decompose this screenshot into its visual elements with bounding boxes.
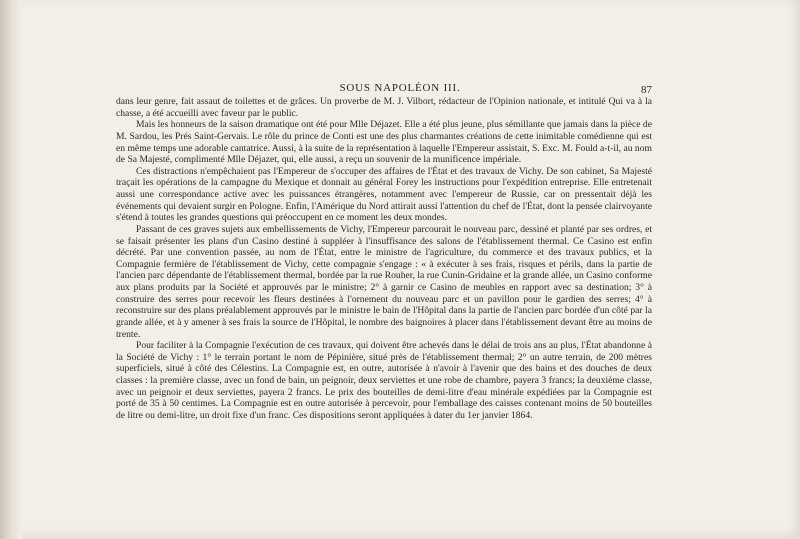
page-gutter: [0, 0, 22, 539]
page-number: 87: [641, 84, 652, 96]
paragraph: dans leur genre, fait assaut de toilettes et de grâces. Un proverbe de M. J. Vilbort, rédacteur de l'Opinion nationale, et intitulé Qui va à la chasse, a été accueilli avec faveur par le public.: [116, 96, 652, 119]
paragraph: Ces distractions n'empêchaient pas l'Empereur de s'occuper des affaires de l'État et des travaux de Vichy. De son cabinet, Sa Majesté traçait les opérations de la campagne du Mexique et donnait au général Forey les instructions pour l'expédition entreprise. Elle entretenait aussi une correspondance active avec les puissances étrangères, notamment avec l'empereur de Russie, car on pressentait déjà les événements qui devaient surgir en Pologne. Enfin, l'Amérique du Nord attirait aussi l'attention du chef de l'État, dont la pensée clairvoyante s'étend à toutes les grandes questions qui préoccupent en ce moment les deux mondes.: [116, 165, 652, 224]
paragraph: Pour faciliter à la Compagnie l'exécution de ces travaux, qui doivent être achevés dans le délai de trois ans au plus, l'État abandonne à la Société de Vichy : 1° le terrain portant le nom de Pépinière, situé près de l'établissement thermal; 2° un autre terrain, de 200 mètres superficiels, situé à côté des Célestins. La Compagnie est, en outre, autorisée à n'avoir à l'avenir que des bains et des douches de deux classes : la première classe, avec un fond de bain, un peignoir, deux serviettes et une robe de chambre, payera 3 francs; la deuxième classe, avec un peignoir et deux serviettes, payera 2 francs. Le prix des bouteilles de demi-litre d'eau minérale expédiées par la Compagnie est porté de 35 à 50 centimes. La Compagnie est en outre autorisée à percevoir, pour l'emballage des caisses contenant moins de 50 bouteilles de litre ou demi-litre, un droit fixe d'un franc. Ces dispositions seront appliquées à dater du 1er janvier 1864.: [116, 340, 652, 421]
running-header-title: SOUS NAPOLÉON III.: [339, 82, 461, 94]
paragraph: Passant de ces graves sujets aux embellissements de Vichy, l'Empereur parcourait le nouveau parc, dessiné et planté par ses ordres, et se faisait présenter les plans d'un Casino destiné à suppléer à l'insuffisance des salons de l'établissement thermal. Ce Casino est enfin décrété. Par une convention passée, au nom de l'État, entre le ministre de l'agriculture, du commerce et des travaux publics, et la Compagnie fermière de l'établissement de Vichy, cette compagnie s'engage : « à exécuter à ses frais, risques et périls, dans la partie de l'ancien parc dépendante de l'établissement thermal, bordée par la rue Rouher, la rue Cunin-Gridaine et la grande allée, un Casino conforme aux plans produits par la Société et approuvés par le ministre; 2° à garnir ce Casino de meubles en rapport avec sa destination; 3° à construire des serres pour recevoir les fleurs destinées à l'ornement du nouveau parc et un pavillon pour le gardien des serres; 4° à reconstruire sur des plans préalablement approuvés par le ministre le bain de l'Hôpital dans la partie de l'ancien parc bordée d'un côté par la grande allée, et à y amener à ses frais la source de l'Hôpital, le nombre des baignoires à placer dans l'établissement devant être au moins de trente.: [116, 223, 652, 340]
body-text: [116, 96, 652, 422]
paragraph: Mais les honneurs de la saison dramatique ont été pour Mlle Déjazet. Elle a été plus jeune, plus sémillante que jamais dans la pièce de M. Sardou, les Prés Saint-Gervais. Le rôle du prince de Conti est une des plus charmantes créations de cette inimitable comédienne qui est en même temps une adorable cantatrice. Aussi, à la suite de la représentation à laquelle l'Empereur assistait, S. Exc. M. Fould a-t-il, au nom de Sa Majesté, complimenté Mlle Déjazet, qui, elle aussi, a reçu un souvenir de la munificence impériale.: [116, 119, 652, 166]
